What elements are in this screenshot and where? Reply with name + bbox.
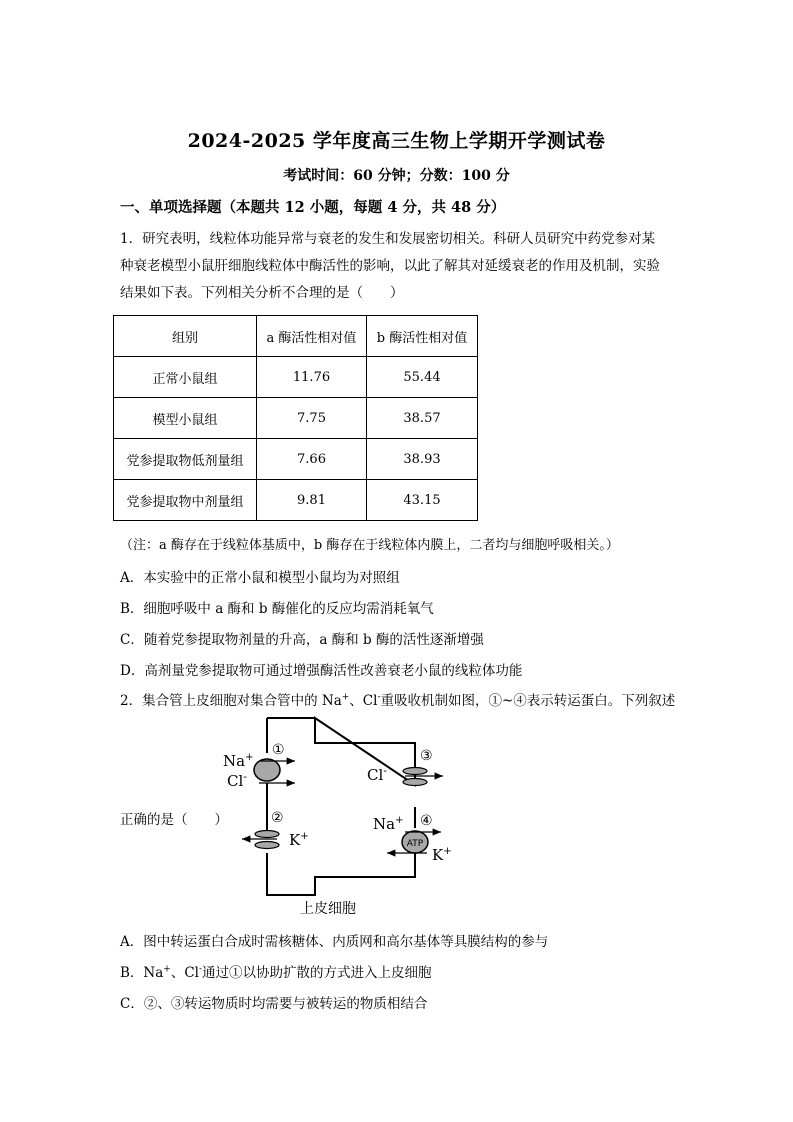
question-2-stem xyxy=(120,689,675,709)
option-text: B．Na xyxy=(120,965,164,981)
q1-option-c[interactable]: C．随着党参提取物剂量的升高，a 酶和 b 酶的活性逐渐增强 xyxy=(120,632,484,648)
plus-sign: + xyxy=(341,692,350,703)
table-row xyxy=(114,357,478,398)
cl-right-label: Cl- xyxy=(367,764,387,784)
enzyme-activity-table xyxy=(113,315,478,521)
table-header: b 酶活性相对值 xyxy=(367,316,478,357)
table-cell: 7.66 xyxy=(257,439,367,480)
q2-option-b[interactable] xyxy=(120,961,432,981)
minus-sign: - xyxy=(377,692,381,703)
protein-4-label: ④ xyxy=(420,813,433,829)
k-left-label: K+ xyxy=(289,831,309,849)
q1-option-b[interactable]: B．细胞呼吸中 a 酶和 b 酶催化的反应均需消耗氧气 xyxy=(120,601,434,617)
plus-sign: + xyxy=(163,964,171,975)
cl-left-label: Cl- xyxy=(227,770,247,790)
transporter-2-top xyxy=(255,831,279,838)
table-note: （注：a 酶存在于线粒体基质中，b 酶存在于线粒体内膜上，二者均与细胞呼吸相关。） xyxy=(120,538,619,553)
option-text: 通过①以协助扩散的方式进入上皮细胞 xyxy=(202,965,432,981)
q2-option-c[interactable]: C．②、③转运物质时均需要与被转运的物质相结合 xyxy=(120,996,428,1012)
table-row xyxy=(114,398,478,439)
stem-text: 、Cl xyxy=(349,693,378,709)
transporter-2-bottom xyxy=(255,842,279,849)
protein-3-label: ③ xyxy=(420,748,433,764)
na-right-label: Na+ xyxy=(373,815,404,833)
stem-text: 重吸收机制如图，①~④表示转运蛋白。下列叙述 xyxy=(380,693,676,709)
exam-info: 考试时间：60 分钟；分数：100 分 xyxy=(283,168,510,184)
protein-2-label: ② xyxy=(271,810,284,826)
table-header: a 酶活性相对值 xyxy=(257,316,367,357)
table-cell: 正常小鼠组 xyxy=(114,357,257,398)
cell-membrane xyxy=(267,718,415,895)
k-right-label: K+ xyxy=(432,846,452,864)
table-cell: 党参提取物低剂量组 xyxy=(114,439,257,480)
transporter-3-top xyxy=(403,768,427,775)
option-text: 、Cl xyxy=(170,965,199,981)
table-row xyxy=(114,439,478,480)
table-cell: 55.44 xyxy=(367,357,478,398)
stem-line: 种衰老模型小鼠肝细胞线粒体中酶活性的影响，以此了解其对延缓衰老的作用及机制，实验 xyxy=(120,258,660,274)
page-title: 2024-2025 学年度高三生物上学期开学测试卷 xyxy=(187,130,606,152)
transporter-3-bottom xyxy=(403,779,427,786)
table-cell: 7.75 xyxy=(257,398,367,439)
section-heading: 一、单项选择题（本题共 12 小题，每题 4 分，共 48 分） xyxy=(120,199,506,216)
question-2-stem-end: 正确的是（ ） xyxy=(120,812,228,828)
table-cell: 43.15 xyxy=(367,480,478,521)
minus-sign: - xyxy=(199,964,203,975)
table-cell: 11.76 xyxy=(257,357,367,398)
transporter-1 xyxy=(254,759,280,781)
protein-1-label: ① xyxy=(272,742,285,758)
q1-option-d[interactable]: D．高剂量党参提取物可通过增强酶活性改善衰老小鼠的线粒体功能 xyxy=(120,663,523,679)
table-header-row xyxy=(114,316,478,357)
atp-label: ATP xyxy=(406,839,424,849)
stem-text: 2．集合管上皮细胞对集合管中的 Na xyxy=(120,693,342,709)
ion-transport-diagram xyxy=(215,715,465,900)
table-cell: 模型小鼠组 xyxy=(114,398,257,439)
table-cell: 38.57 xyxy=(367,398,478,439)
na-left-label: Na+ xyxy=(223,752,254,770)
table-row xyxy=(114,480,478,521)
stem-line: 结果如下表。下列相关分析不合理的是（ ） xyxy=(120,285,404,301)
table-cell: 38.93 xyxy=(367,439,478,480)
question-1-stem xyxy=(120,226,680,307)
table-header: 组别 xyxy=(114,316,257,357)
q1-option-a[interactable]: A．本实验中的正常小鼠和模型小鼠均为对照组 xyxy=(120,570,400,586)
table-cell: 9.81 xyxy=(257,480,367,521)
stem-line: 1．研究表明，线粒体功能异常与衰老的发生和发展密切相关。科研人员研究中药党参对某 xyxy=(120,231,656,247)
table-cell: 党参提取物中剂量组 xyxy=(114,480,257,521)
diagram-caption: 上皮细胞 xyxy=(300,901,356,917)
q2-option-a[interactable]: A．图中转运蛋白合成时需核糖体、内质网和高尔基体等具膜结构的参与 xyxy=(120,934,549,950)
